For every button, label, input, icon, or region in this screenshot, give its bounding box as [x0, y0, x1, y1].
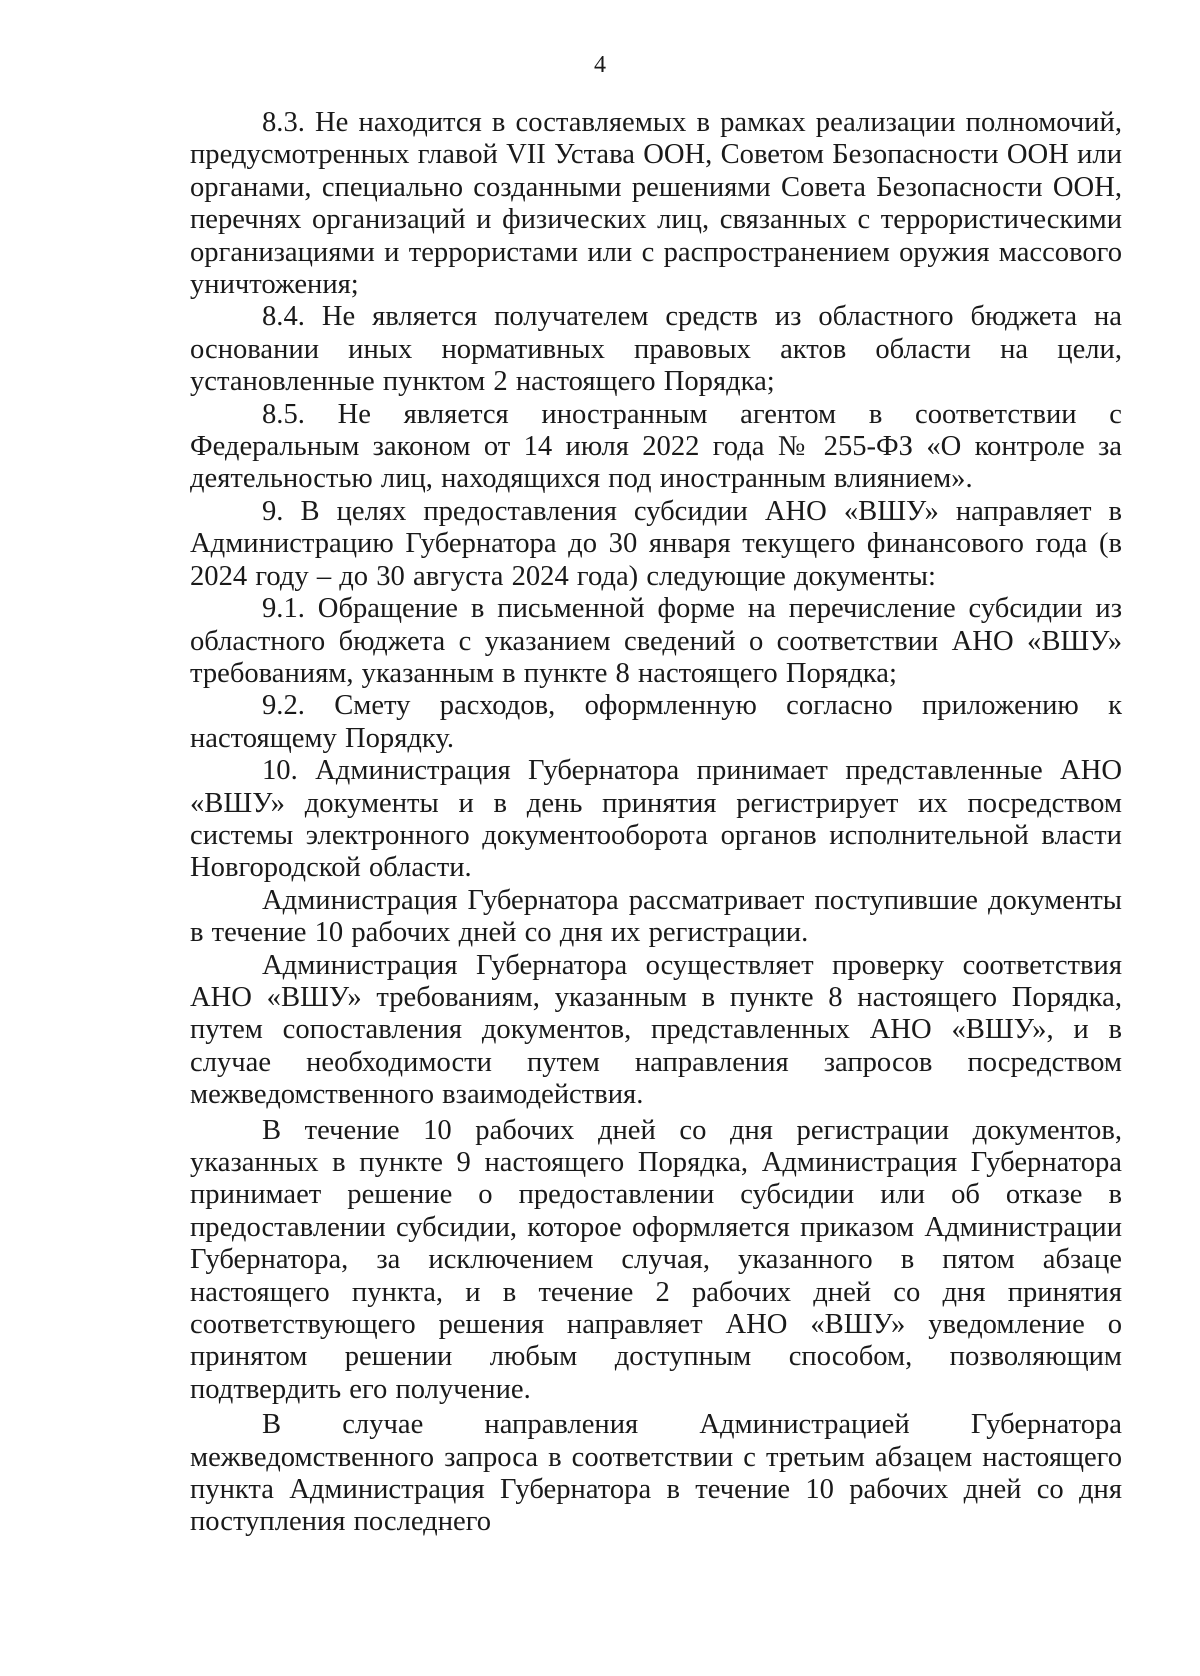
paragraph-8-5: 8.5. Не является иностранным агентом в соответствии с Федеральным законом от 14 июля 2022 года № 255-ФЗ «О контроле за деятельностью лиц, находящихся под иностранным влиянием». [190, 398, 1122, 495]
page-number: 4 [594, 52, 606, 78]
paragraph-10-decision: В течение 10 рабочих дней со дня регистрации документов, указанных в пункте 9 настоящего Порядка, Администрация Губернатора принимает решение о предоставлении субсидии или об отказе в предоставлении субсидии, которое оформляется приказом Администрации Губернатора, за исключением случая, указанного в пятом абзаце настоящего пункта, и в течение 2 рабочих дней со дня принятия соответствующего решения направляет АНО «ВШУ» уведомление о принятом решении любым доступным способом, позволяющим подтвердить его получение. [190, 1114, 1122, 1405]
paragraph-10-review: Администрация Губернатора рассматривает поступившие документы в течение 10 рабочих дней со дня их регистрации. [190, 884, 1122, 949]
paragraph-9-1: 9.1. Обращение в письменной форме на перечисление субсидии из областного бюджета с указанием сведений о соответствии АНО «ВШУ» требованиям, указанным в пункте 8 настоящего Порядка; [190, 593, 1122, 689]
document-body [190, 107, 1122, 1539]
paragraph-8-4: 8.4. Не является получателем средств из областного бюджета на основании иных нормативных правовых актов области на цели, установленные пунктом 2 настоящего Порядка; [190, 301, 1122, 398]
paragraph-10: 10. Администрация Губернатора принимает представленные АНО «ВШУ» документы и в день принятия регистрирует их посредством системы электронного документооборота органов исполнительной власти Новгородской области. [190, 755, 1122, 884]
paragraph-9: 9. В целях предоставления субсидии АНО «ВШУ» направляет в Администрацию Губернатора до 30 января текущего финансового года (в 2024 году – до 30 августа 2024 года) следующие документы: [190, 495, 1122, 592]
paragraph-9-2: 9.2. Смету расходов, оформленную согласно приложению к настоящему Порядку. [190, 690, 1122, 754]
paragraph-10-interagency: В случае направления Администрацией Губернатора межведомственного запроса в соответствии с третьим абзацем настоящего пункта Администрация Губернатора в течение 10 рабочих дней со дня поступления последнего [190, 1409, 1122, 1538]
paragraph-10-check: Администрация Губернатора осуществляет проверку соответствия АНО «ВШУ» требованиям, указанным в пункте 8 настоящего Порядка, путем сопоставления документов, представленных АНО «ВШУ», и в случае необходимости путем направления запросов посредством межведомственного взаимодействия. [190, 949, 1122, 1111]
paragraph-8-3: 8.3. Не находится в составляемых в рамках реализации полномочий, предусмотренных главой VII Устава ООН, Советом Безопасности ООН или органами, специально созданными решениями Совета Безопасности ООН, перечнях организаций и физических лиц, связанных с террористическими организациями и террористами или с распространением оружия массового уничтожения; [190, 107, 1122, 301]
